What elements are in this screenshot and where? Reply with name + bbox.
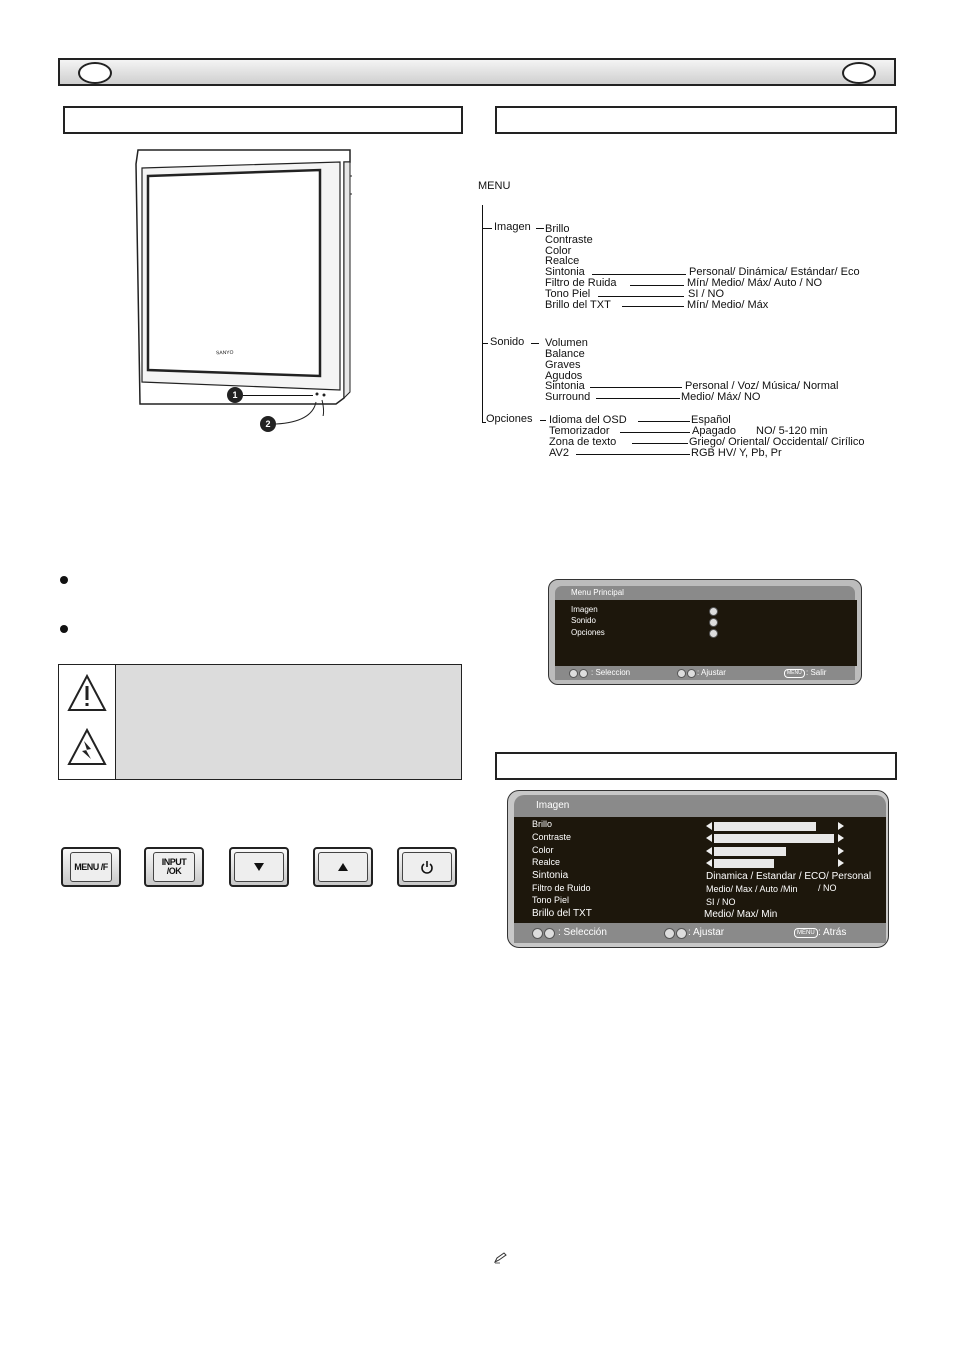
osd-main-item-sonido[interactable]: Sonido [571,616,596,625]
menu-key-icon: MENU [794,928,818,938]
up-down-icon [532,928,543,939]
osd-imagen-item[interactable]: Sintonia [532,870,569,881]
warning-box [58,664,462,780]
osd-imagen-title: Imagen [514,795,886,817]
osd-main-adjust-hint: : Ajustar [697,668,726,677]
menu-tree-trunk [482,205,483,423]
tv-logo: SANYO [215,349,234,357]
language-oval-left [78,62,112,84]
header-bar [58,58,896,86]
tree-opciones-option: Griego/ Oriental/ Occidental/ Cirílico [689,436,865,448]
up-down-icon [569,669,578,678]
slider-left-arrow-icon[interactable] [706,834,712,842]
osd-imagen-item[interactable]: Filtro de Ruido [532,883,591,893]
up-button[interactable] [313,847,373,887]
warning-electric-icon [67,727,107,767]
tree-opciones-item: Idioma del OSD [549,414,627,426]
down-arrow-icon [253,862,265,872]
left-right-icon [677,669,686,678]
filtro-value[interactable]: Medio/ Max / Auto /Min [706,884,798,894]
right-arrow-icon [709,607,718,616]
menu-key-icon: MENU [784,669,805,678]
slider-right-arrow-icon[interactable] [838,834,844,842]
up-down-icon [544,928,555,939]
tree-sonido-option: Medio/ Máx/ NO [681,391,761,403]
callout-1: 1 [227,387,243,403]
brillo-txt-value[interactable]: Medio/ Max/ Min [704,909,778,920]
tree-imagen-item: Tono Piel [545,288,591,300]
up-down-icon [579,669,588,678]
osd-main-select-hint: : Seleccion [591,668,631,677]
brillo-slider[interactable] [714,822,834,831]
tree-imagen-item: Brillo del TXT [545,299,611,311]
osd-imagen-footer [514,923,886,943]
tree-imagen-item: Realce [545,255,580,267]
slider-left-arrow-icon[interactable] [706,847,712,855]
tree-sonido-option: Personal / Voz/ Música/ Normal [685,380,839,392]
slider-right-arrow-icon[interactable] [838,847,844,855]
tree-opciones-item: Zona de texto [549,436,617,448]
slider-left-arrow-icon[interactable] [706,822,712,830]
tree-imagen-item: Filtro de Ruida [545,277,617,289]
tree-imagen-item: Color [545,245,572,257]
tree-imagen-item: Brillo [545,223,570,235]
osd-imagen-adjust-hint: : Ajustar [688,927,725,938]
realce-slider[interactable] [714,859,834,868]
filtro-value-no[interactable]: / NO [818,883,837,893]
callout-2-leader [272,398,322,428]
section-header-left [63,106,463,134]
left-right-icon [687,669,696,678]
tree-opciones-label: Opciones [486,413,533,425]
tree-sonido-label: Sonido [490,336,525,348]
osd-imagen-body [514,817,886,923]
up-arrow-icon [337,862,349,872]
slider-right-arrow-icon[interactable] [838,859,844,867]
language-oval-right [842,62,876,84]
warning-icons-column [59,665,116,779]
tree-sonido-item: Volumen [545,337,588,349]
menu-tree-root: MENU [478,180,511,192]
tree-opciones-item: Temorizador [549,425,610,437]
tree-sonido-item: Agudos [545,370,583,382]
tree-sonido-item: Balance [545,348,585,360]
tree-opciones-item: AV2 [549,447,569,459]
tree-sonido-item: Graves [545,359,581,371]
osd-imagen-item[interactable]: Color [532,845,554,855]
tree-sonido-item: Surround [545,391,591,403]
callout-1-leader [243,395,313,396]
osd-main-title: Menu Principal [555,586,855,600]
pencil-icon [494,1252,508,1264]
osd-imagen-menu [507,790,889,948]
bullet-1 [60,576,68,584]
input-button-label: INPUT /OK [153,852,195,882]
callout-2: 2 [260,416,276,432]
osd-main-footer [555,666,855,680]
osd-imagen-item[interactable]: Brillo [532,819,553,829]
tree-imagen-option: Mín/ Medio/ Máx/ Auto / NO [687,277,823,289]
tree-opciones-option: RGB HV/ Y, Pb, Pr [691,447,782,459]
sintonia-value[interactable]: Dinamica / Estandar / ECO/ Personal [706,871,872,882]
slider-left-arrow-icon[interactable] [706,859,712,867]
bullet-2 [60,625,68,633]
tv-illustration [128,146,358,416]
tree-imagen-item: Contraste [545,234,593,246]
osd-main-body [555,600,857,666]
osd-imagen-item[interactable]: Realce [532,857,561,867]
osd-main-exit-hint: : Salir [806,668,827,677]
left-right-icon [676,928,687,939]
down-button[interactable] [229,847,289,887]
left-right-icon [664,928,675,939]
tree-imagen-item: Sintonia [545,266,585,278]
menu-button[interactable] [61,847,121,887]
tree-imagen-option: SI / NO [688,288,725,300]
tree-sonido-item: Sintonia [545,380,585,392]
section-header-right [495,106,897,134]
input-ok-button[interactable] [144,847,204,887]
contraste-slider[interactable] [714,834,834,843]
tree-opciones-option: Español [691,414,731,426]
osd-imagen-item[interactable]: Brillo del TXT [532,908,592,919]
right-arrow-icon [709,618,718,627]
tree-imagen-label: Imagen [494,221,531,233]
osd-main-item-opciones[interactable]: Opciones [571,628,605,637]
tono-value[interactable]: SI / NO [706,897,736,907]
power-icon [420,860,434,874]
warning-exclamation-icon [67,673,107,713]
section-header-imagen [495,752,897,780]
tree-opciones-option: NO/ 5-120 min [756,425,828,437]
right-arrow-icon [709,629,718,638]
tree-imagen-option: Personal/ Dinámica/ Estándar/ Eco [689,266,860,278]
osd-imagen-item[interactable]: Contraste [532,832,572,842]
color-slider[interactable] [714,847,834,856]
osd-imagen-item[interactable]: Tono Piel [532,895,570,905]
menu-button-label: MENU /F [70,852,112,882]
osd-main-menu [548,579,862,685]
slider-right-arrow-icon[interactable] [838,822,844,830]
tree-imagen-option: Mín/ Medio/ Máx [687,299,769,311]
osd-imagen-select-hint: : Selección [558,927,607,938]
osd-imagen-back-hint: : Atrás [818,927,847,938]
power-button[interactable] [397,847,457,887]
osd-main-item-imagen[interactable]: Imagen [571,605,598,614]
tree-opciones-option: Apagado [692,425,737,437]
